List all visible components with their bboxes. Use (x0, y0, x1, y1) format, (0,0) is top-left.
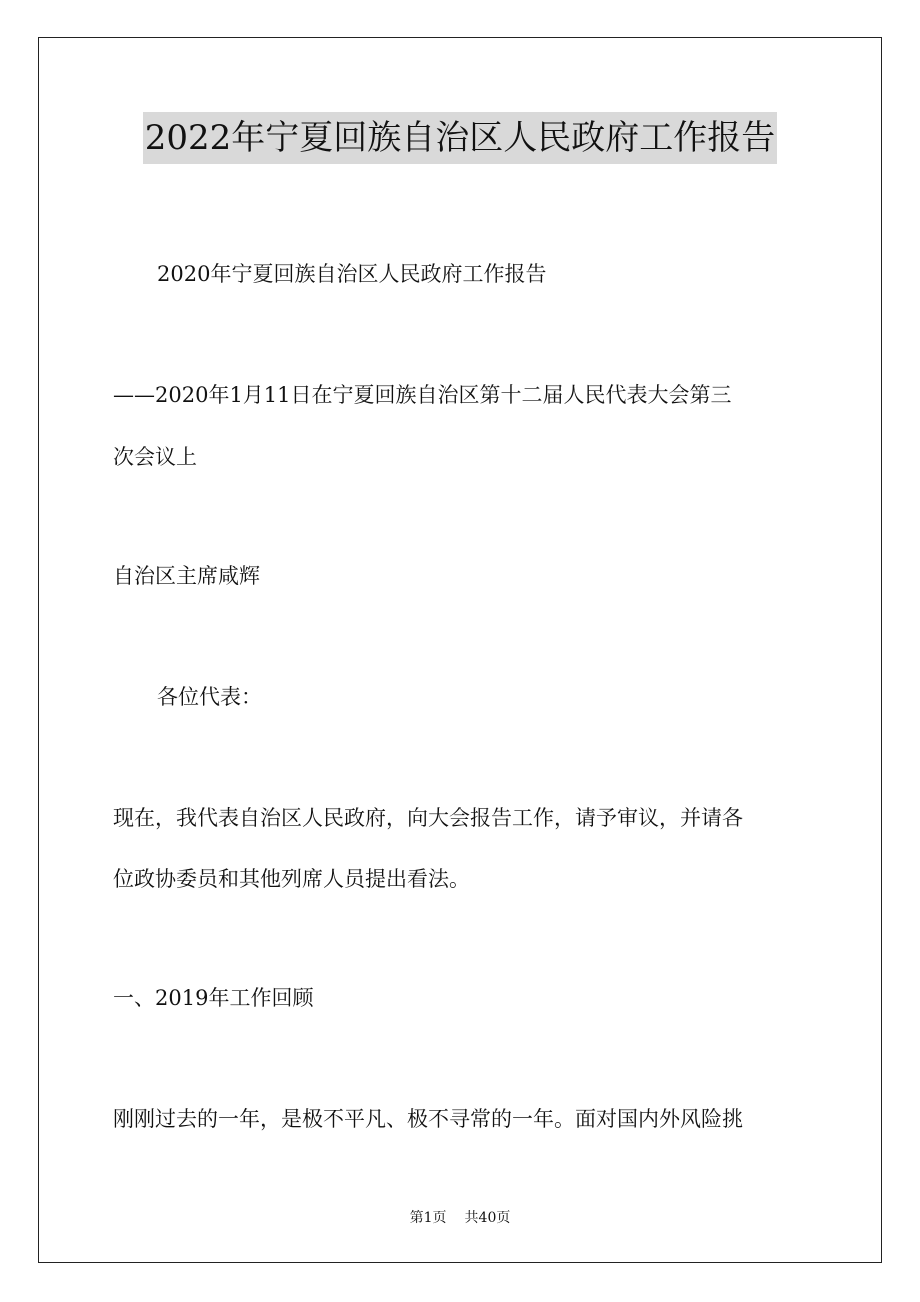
body-line-1: 刚刚过去的一年，是极不平凡、极不寻常的一年。面对国内外风险挑 (113, 1107, 743, 1131)
document-title: 2022年宁夏回族自治区人民政府工作报告 (143, 112, 778, 164)
speaker-line: 自治区主席咸辉 (113, 564, 260, 588)
intro-line-1: 现在，我代表自治区人民政府，向大会报告工作，请予审议，并请各 (113, 806, 743, 830)
page-number: 第1页 (409, 1210, 447, 1226)
page-border (38, 37, 882, 1263)
page-footer (0, 1207, 920, 1227)
meeting-line-1: ——2020年1月11日在宁夏回族自治区第十二届人民代表大会第三 (113, 383, 732, 407)
page-total: 共40页 (464, 1210, 511, 1226)
meeting-line-2: 次会议上 (113, 445, 197, 469)
title-container (0, 112, 920, 164)
section-heading: 一、2019年工作回顾 (113, 986, 314, 1010)
greeting-line: 各位代表： (157, 685, 262, 709)
document-subtitle: 2020年宁夏回族自治区人民政府工作报告 (157, 262, 547, 286)
intro-line-2: 位政协委员和其他列席人员提出看法。 (113, 867, 470, 891)
